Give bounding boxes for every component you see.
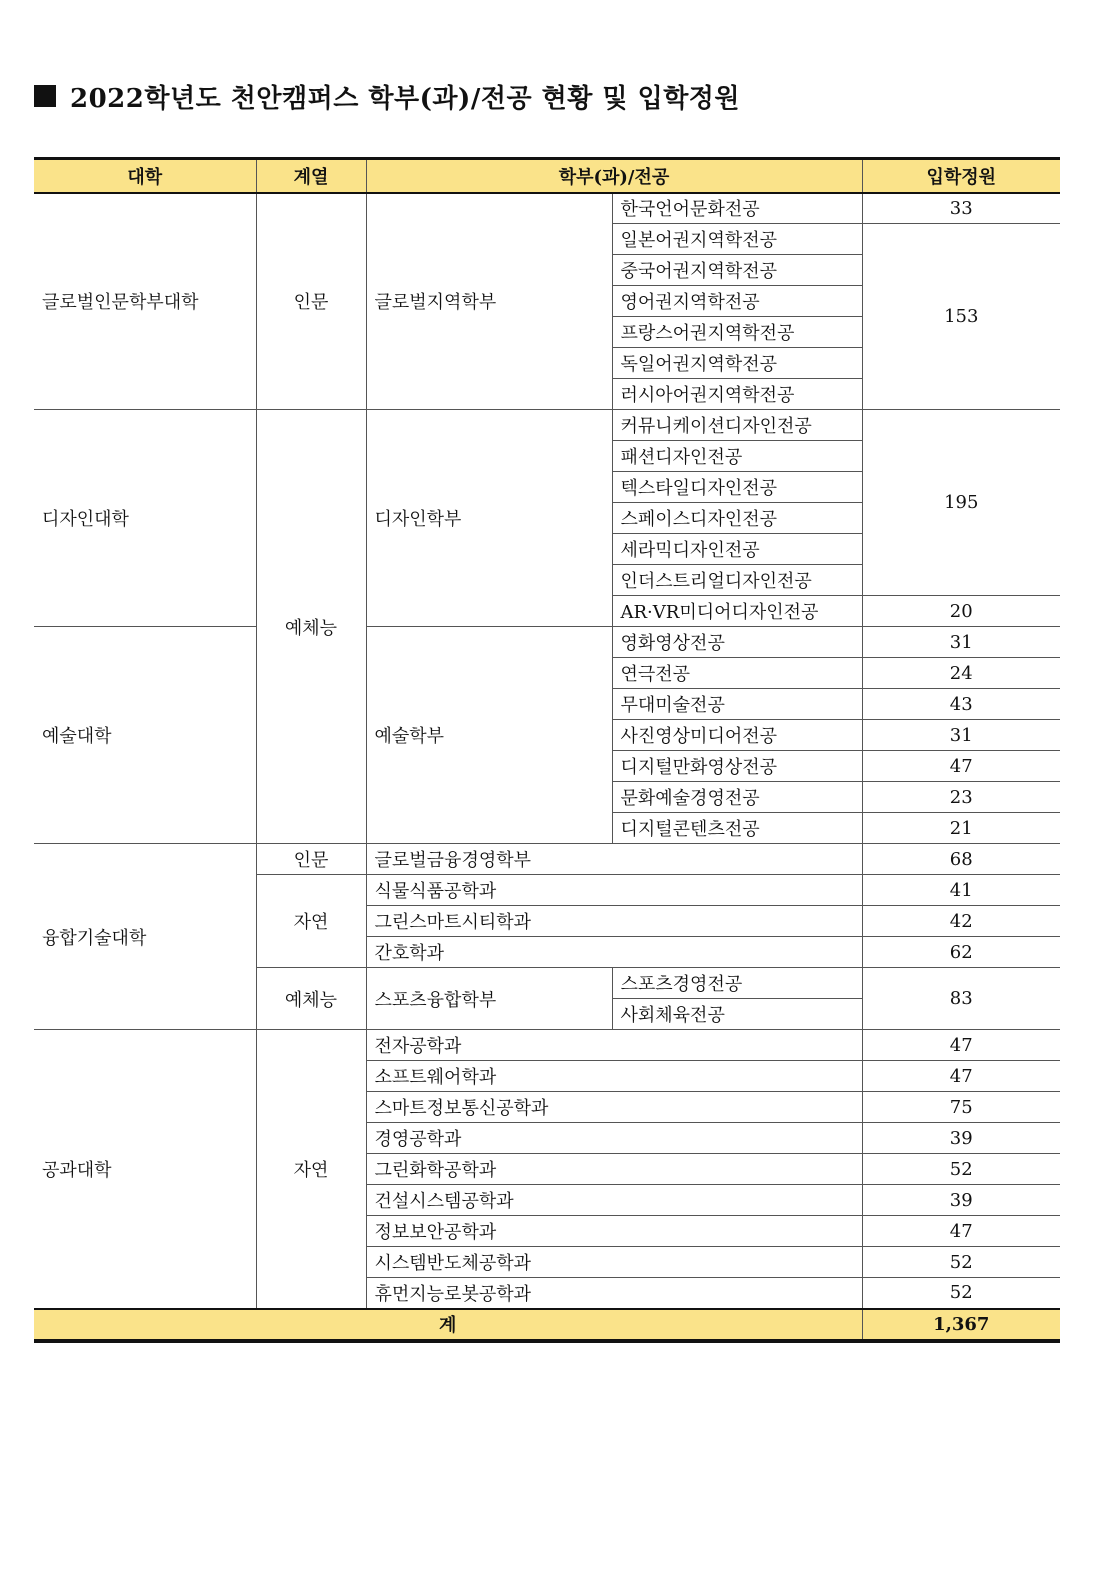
college-cell: 공과대학	[34, 1030, 256, 1309]
title-text: 2022학년도 천안캠퍼스 학부(과)/전공 현황 및 입학정원	[70, 83, 741, 114]
quota-cell: 47	[862, 1216, 1060, 1247]
dept-cell: 경영공학과	[366, 1123, 862, 1154]
dept-cell: 정보보안공학과	[366, 1216, 862, 1247]
dept-cell: 시스템반도체공학과	[366, 1247, 862, 1278]
quota-cell: 52	[862, 1247, 1060, 1278]
quota-cell: 68	[862, 844, 1060, 875]
dept-cell: 휴먼지능로봇공학과	[366, 1278, 862, 1309]
admission-quota-table	[34, 157, 1060, 1343]
header-dept: 학부(과)/전공	[366, 159, 862, 193]
dept-cell: 건설시스템공학과	[366, 1185, 862, 1216]
major-cell: 문화예술경영전공	[612, 782, 862, 813]
major-cell: AR·VR미디어디자인전공	[612, 596, 862, 627]
major-cell: 사회체육전공	[612, 999, 862, 1030]
dept-cell: 식물식품공학과	[366, 875, 862, 906]
dept-cell: 그린화학공학과	[366, 1154, 862, 1185]
field-cell: 자연	[256, 1030, 366, 1309]
quota-cell: 153	[862, 224, 1060, 410]
page-title	[34, 76, 740, 116]
quota-cell: 39	[862, 1123, 1060, 1154]
quota-cell: 39	[862, 1185, 1060, 1216]
dept-cell: 스마트정보통신공학과	[366, 1092, 862, 1123]
table-row	[34, 193, 1060, 224]
major-cell: 러시아어권지역학전공	[612, 379, 862, 410]
field-cell: 자연	[256, 875, 366, 968]
major-cell: 사진영상미디어전공	[612, 720, 862, 751]
quota-cell: 20	[862, 596, 1060, 627]
field-cell: 인문	[256, 193, 366, 410]
major-cell: 일본어권지역학전공	[612, 224, 862, 255]
quota-cell: 23	[862, 782, 1060, 813]
field-cell: 예체능	[256, 968, 366, 1030]
major-cell: 스페이스디자인전공	[612, 503, 862, 534]
quota-cell: 195	[862, 410, 1060, 596]
table-header-row	[34, 159, 1060, 193]
major-cell: 독일어권지역학전공	[612, 348, 862, 379]
major-cell: 무대미술전공	[612, 689, 862, 720]
quota-cell: 83	[862, 968, 1060, 1030]
quota-cell: 31	[862, 720, 1060, 751]
quota-cell: 31	[862, 627, 1060, 658]
table-row	[34, 410, 1060, 441]
header-quota: 입학정원	[862, 159, 1060, 193]
dept-cell: 글로벌지역학부	[366, 193, 612, 410]
quota-cell: 42	[862, 906, 1060, 937]
quota-cell: 62	[862, 937, 1060, 968]
field-cell: 인문	[256, 844, 366, 875]
major-cell: 커뮤니케이션디자인전공	[612, 410, 862, 441]
header-college: 대학	[34, 159, 256, 193]
table-row	[34, 1030, 1060, 1061]
college-cell: 예술대학	[34, 627, 256, 844]
dept-cell: 디자인학부	[366, 410, 612, 627]
quota-cell: 21	[862, 813, 1060, 844]
major-cell: 디지털콘텐츠전공	[612, 813, 862, 844]
major-cell: 프랑스어권지역학전공	[612, 317, 862, 348]
quota-cell: 24	[862, 658, 1060, 689]
college-cell: 글로벌인문학부대학	[34, 193, 256, 410]
major-cell: 패션디자인전공	[612, 441, 862, 472]
major-cell: 영화영상전공	[612, 627, 862, 658]
total-row	[34, 1309, 1060, 1341]
quota-cell: 41	[862, 875, 1060, 906]
major-cell: 텍스타일디자인전공	[612, 472, 862, 503]
dept-cell: 스포츠융합학부	[366, 968, 612, 1030]
dept-cell: 전자공학과	[366, 1030, 862, 1061]
major-cell: 중국어권지역학전공	[612, 255, 862, 286]
total-label: 계	[34, 1309, 862, 1341]
major-cell: 세라믹디자인전공	[612, 534, 862, 565]
quota-cell: 33	[862, 193, 1060, 224]
major-cell: 영어권지역학전공	[612, 286, 862, 317]
quota-cell: 47	[862, 1061, 1060, 1092]
field-cell: 예체능	[256, 410, 366, 844]
total-quota: 1,367	[862, 1309, 1060, 1341]
quota-cell: 75	[862, 1092, 1060, 1123]
quota-cell: 47	[862, 1030, 1060, 1061]
college-cell: 디자인대학	[34, 410, 256, 627]
major-cell: 디지털만화영상전공	[612, 751, 862, 782]
dept-cell: 예술학부	[366, 627, 612, 844]
title-bullet-icon	[34, 85, 56, 107]
quota-cell: 52	[862, 1154, 1060, 1185]
dept-cell: 소프트웨어학과	[366, 1061, 862, 1092]
table-row	[34, 627, 1060, 658]
quota-cell: 52	[862, 1278, 1060, 1309]
quota-cell: 47	[862, 751, 1060, 782]
major-cell: 스포츠경영전공	[612, 968, 862, 999]
quota-cell: 43	[862, 689, 1060, 720]
dept-cell: 간호학과	[366, 937, 862, 968]
major-cell: 한국언어문화전공	[612, 193, 862, 224]
major-cell: 인더스트리얼디자인전공	[612, 565, 862, 596]
dept-cell: 그린스마트시티학과	[366, 906, 862, 937]
header-field: 계열	[256, 159, 366, 193]
college-cell: 융합기술대학	[34, 844, 256, 1030]
dept-cell: 글로벌금융경영학부	[366, 844, 862, 875]
major-cell: 연극전공	[612, 658, 862, 689]
table-row	[34, 844, 1060, 875]
